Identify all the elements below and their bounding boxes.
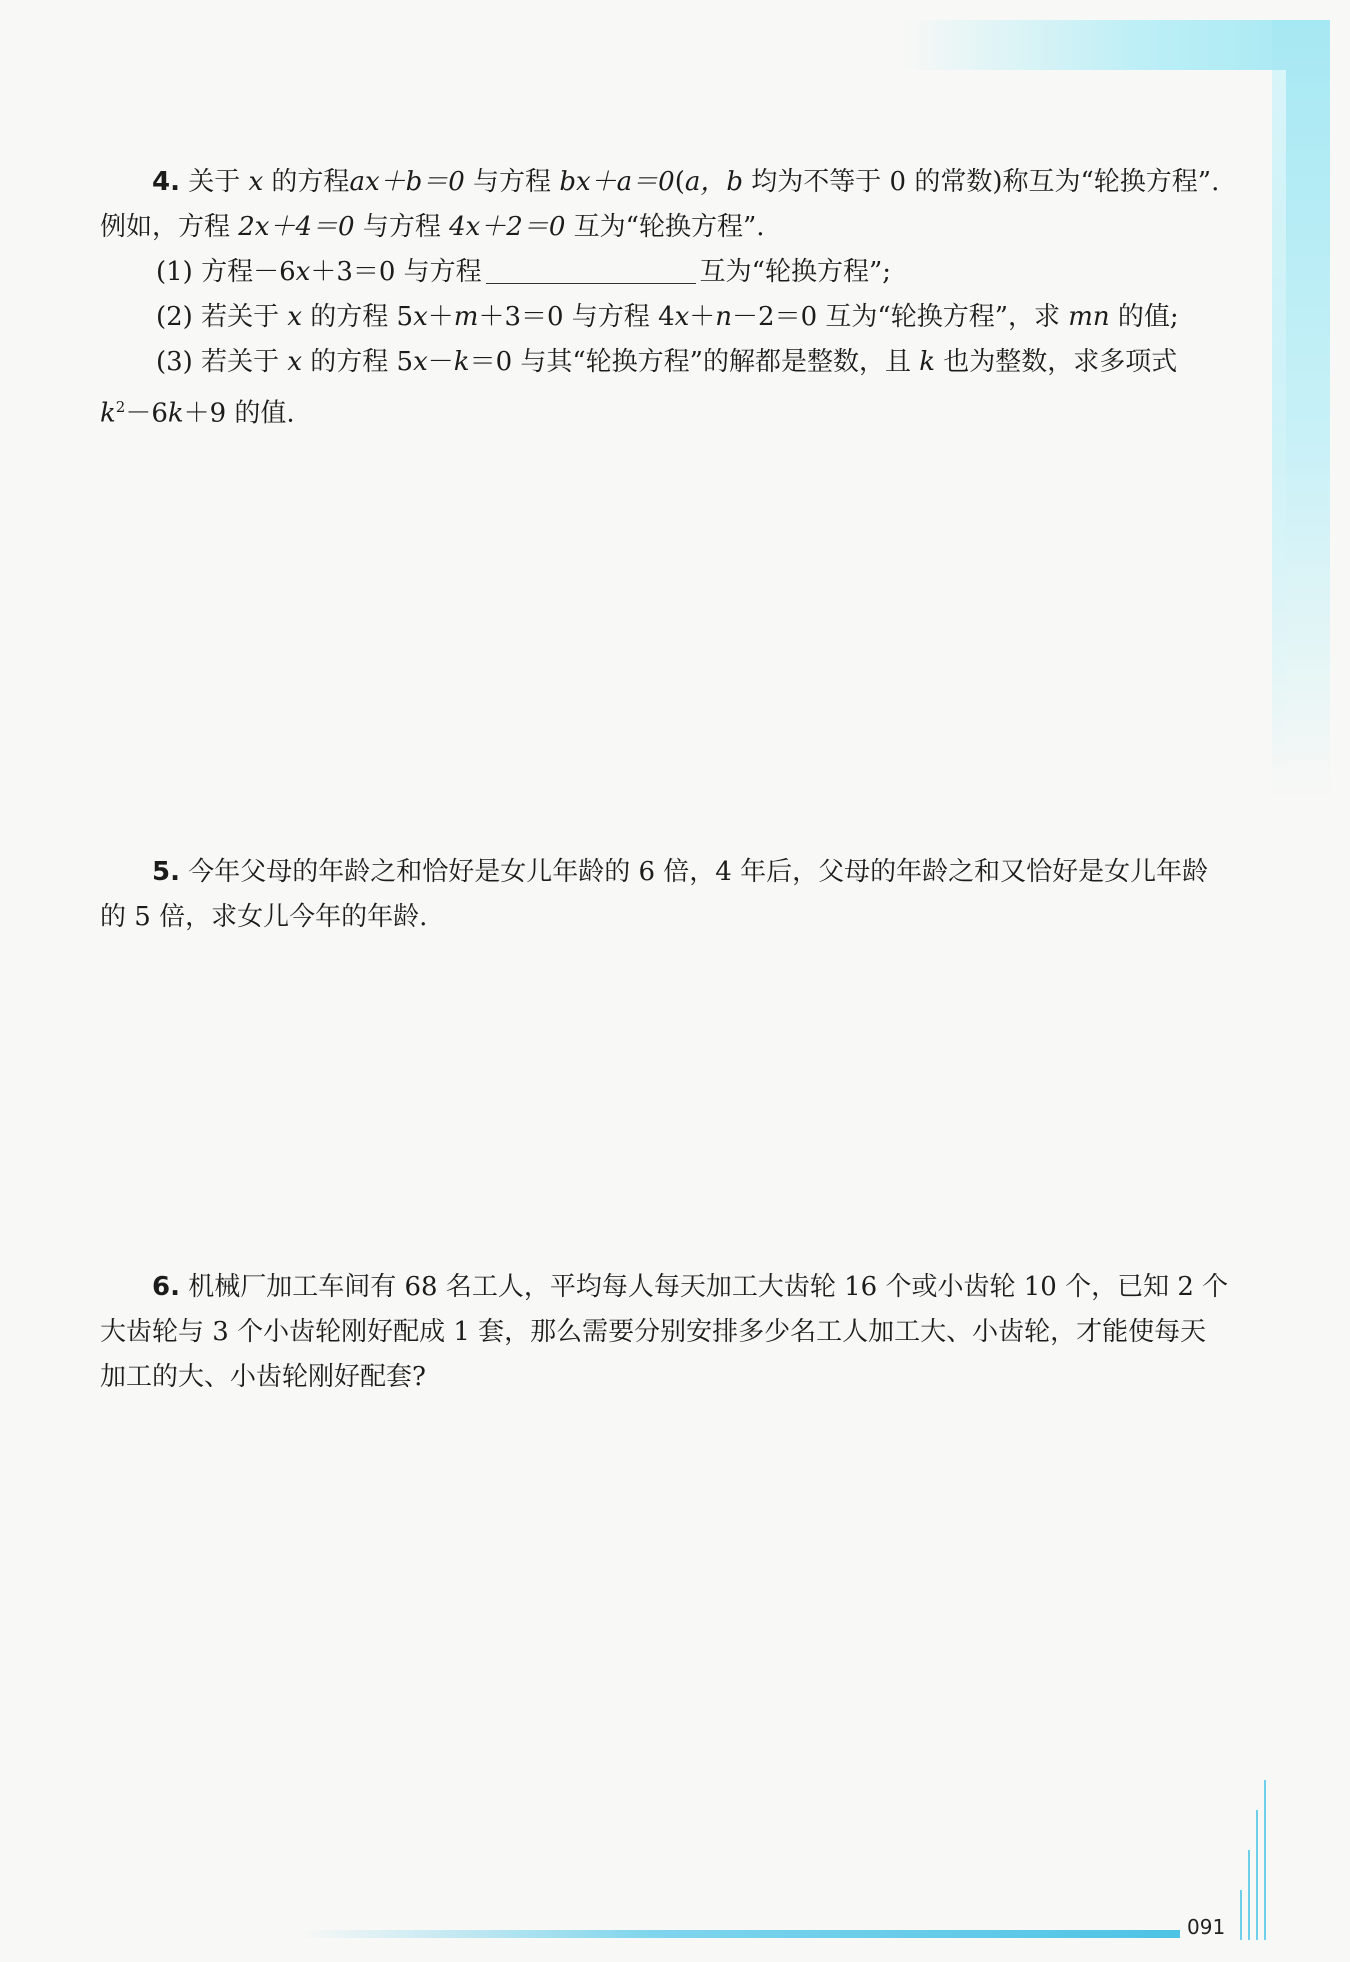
math-equation: ax＋b＝0 — [349, 167, 465, 197]
math-var: x — [295, 257, 311, 287]
text: ＝0 与其“轮换方程”的解都是整数，且 — [469, 347, 920, 377]
question-4 — [100, 160, 1230, 437]
math-var: k — [919, 347, 935, 377]
text: 今年父母的年龄之和恰好是女儿年龄的 6 倍，4 年后，父母的年龄之和又恰好是女儿年龄的 5 倍，求女儿今年的年龄. — [100, 857, 1209, 932]
text: 也为整数，求多项式 — [934, 347, 1178, 377]
text: ＋ — [427, 302, 454, 332]
question-5-text — [100, 850, 1230, 940]
math-var: k — [100, 398, 116, 429]
text: ＋ — [689, 302, 716, 332]
text: (3) 若关于 — [156, 347, 288, 377]
text: (1) 方程－6 — [156, 257, 296, 287]
question-6 — [100, 1265, 1230, 1400]
text: (2) 若关于 — [156, 302, 288, 332]
text: ＋9 的值. — [183, 398, 295, 429]
answer-blank[interactable] — [486, 255, 696, 284]
text: 机械厂加工车间有 68 名工人，平均每人每天加工大齿轮 16 个或小齿轮 10 个，已知 2 个大齿轮与 3 个小齿轮刚好配成 1 套，那么需要分别安排多少名工人加工大、小齿轮，才能使每天加工的大、小齿轮刚好配套? — [100, 1272, 1229, 1392]
text: 均为不等于 0 的常数)称互为“轮换方程”.例如，方程 — [100, 167, 1220, 242]
footer-line — [300, 1930, 1180, 1938]
question-6-text — [100, 1265, 1230, 1400]
math-var: x — [287, 347, 303, 377]
page-number: 091 — [1187, 1915, 1226, 1939]
text: 互为“轮换方程”; — [699, 257, 892, 287]
decorative-right-band-inner — [1272, 70, 1286, 770]
text: ＋3＝0 与方程 4 — [478, 302, 675, 332]
text: － — [427, 347, 454, 377]
question-number: 6. — [152, 1272, 180, 1302]
exponent: 2 — [115, 398, 126, 416]
question-4-intro — [100, 160, 1230, 250]
math-var: x — [248, 167, 264, 197]
question-4-part-3 — [100, 340, 1230, 385]
text: 的方程 — [263, 167, 350, 197]
question-4-part-3-cont — [100, 385, 1230, 437]
decorative-bars — [1240, 1780, 1280, 1940]
math-equation: 4x＋2＝0 — [449, 212, 566, 242]
question-number: 5. — [152, 857, 180, 887]
text: ( — [674, 167, 685, 197]
math-var: n — [715, 302, 733, 332]
math-equation: bx＋a＝0 — [559, 167, 675, 197]
text: 与方程 — [464, 167, 560, 197]
math-var: m — [453, 302, 479, 332]
math-var: x — [413, 347, 428, 377]
math-var: a，b — [684, 167, 743, 197]
text: －6 — [125, 398, 168, 429]
math-var: k — [453, 347, 470, 377]
text: 的方程 5 — [302, 302, 414, 332]
text: 的方程 5 — [302, 347, 414, 377]
question-4-part-1 — [100, 250, 1230, 295]
question-5 — [100, 850, 1230, 940]
math-var: x — [674, 302, 690, 332]
math-var: x — [413, 302, 428, 332]
text: ＋3＝0 与方程 — [310, 257, 482, 287]
question-4-part-2 — [100, 295, 1230, 340]
text: 的值; — [1109, 302, 1179, 332]
question-number: 4. — [152, 167, 180, 197]
text: 互为“轮换方程”. — [565, 212, 765, 242]
decorative-top-band — [900, 20, 1330, 70]
text: 与方程 — [354, 212, 450, 242]
math-var: x — [287, 302, 303, 332]
text: －2＝0 互为“轮换方程”，求 — [732, 302, 1069, 332]
math-var: k — [167, 398, 184, 429]
math-var: mn — [1068, 302, 1110, 332]
math-equation: 2x＋4＝0 — [238, 212, 355, 242]
text: 关于 — [179, 167, 249, 197]
